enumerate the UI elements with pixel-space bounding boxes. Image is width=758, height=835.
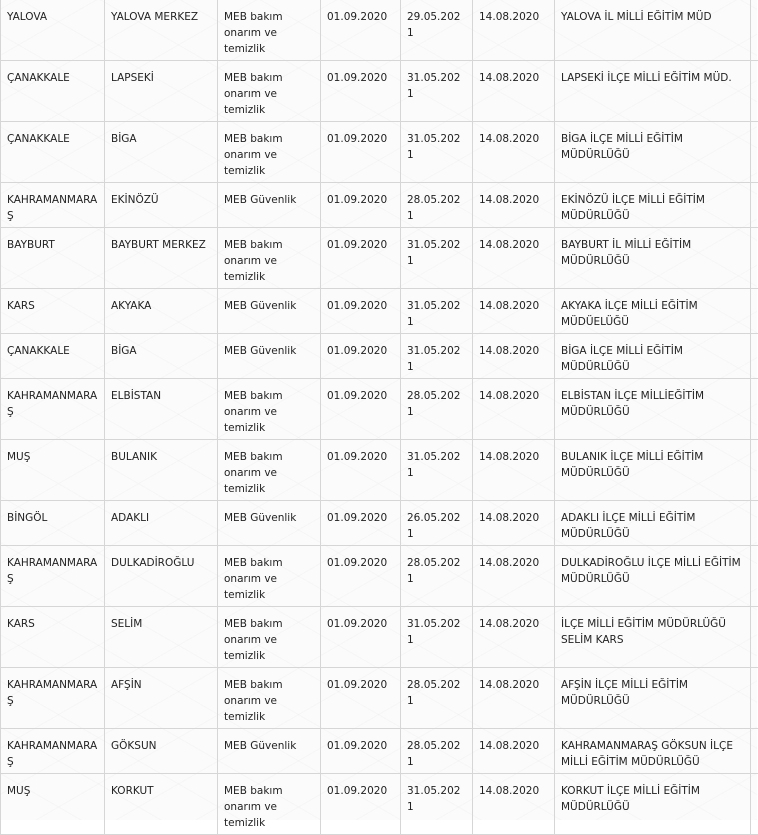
cell-baslangic: 01.09.2020: [321, 607, 401, 668]
cell-kurum: AKYAKA İLÇE MİLLİ EĞİTİM MÜDÜELÜĞÜ: [555, 289, 751, 334]
cell-bitis: 28.05.2021: [401, 379, 473, 440]
cell-ilce: DULKADİROĞLU: [105, 546, 218, 607]
cell-edge: [751, 228, 758, 289]
table-row: [1, 607, 758, 668]
cell-tarih: 14.08.2020: [473, 501, 555, 546]
cell-kurum: ELBİSTAN İLÇE MİLLİEĞİTİM MÜDÜRLÜĞÜ: [555, 379, 751, 440]
cell-gorev: MEB Güvenlik: [218, 183, 321, 228]
cell-edge: [751, 122, 758, 183]
cell-tarih: 14.08.2020: [473, 729, 555, 774]
cell-gorev: MEB bakım onarım ve temizlik: [218, 61, 321, 122]
cell-tarih: 14.08.2020: [473, 61, 555, 122]
table-row: [1, 0, 758, 61]
cell-tarih: 14.08.2020: [473, 0, 555, 61]
cell-kurum: ADAKLI İLÇE MİLLİ EĞİTİM MÜDÜRLÜĞÜ: [555, 501, 751, 546]
cell-baslangic: 01.09.2020: [321, 668, 401, 729]
cell-edge: [751, 183, 758, 228]
cell-bitis: 28.05.2021: [401, 668, 473, 729]
cell-ilce: GÖKSUN: [105, 729, 218, 774]
cell-kurum: YALOVA İL MİLLİ EĞİTİM MÜD: [555, 0, 751, 61]
cell-edge: [751, 729, 758, 774]
cell-ilce: SELİM: [105, 607, 218, 668]
cell-gorev: MEB Güvenlik: [218, 501, 321, 546]
cell-baslangic: 01.09.2020: [321, 61, 401, 122]
cell-bitis: 28.05.2021: [401, 729, 473, 774]
cell-gorev: MEB bakım onarım ve temizlik: [218, 440, 321, 501]
cell-gorev: MEB bakım onarım ve temizlik: [218, 774, 321, 835]
cell-ilce: BİGA: [105, 122, 218, 183]
cell-edge: [751, 774, 758, 835]
cell-tarih: 14.08.2020: [473, 334, 555, 379]
cell-gorev: MEB bakım onarım ve temizlik: [218, 0, 321, 61]
cell-tarih: 14.08.2020: [473, 379, 555, 440]
cell-il: KAHRAMANMARAŞ: [1, 183, 105, 228]
cell-ilce: YALOVA MERKEZ: [105, 0, 218, 61]
cell-gorev: MEB bakım onarım ve temizlik: [218, 122, 321, 183]
cell-edge: [751, 334, 758, 379]
cell-baslangic: 01.09.2020: [321, 0, 401, 61]
cell-baslangic: 01.09.2020: [321, 774, 401, 835]
cell-ilce: BİGA: [105, 334, 218, 379]
cell-baslangic: 01.09.2020: [321, 501, 401, 546]
table-row: [1, 668, 758, 729]
cell-kurum: LAPSEKİ İLÇE MİLLİ EĞİTİM MÜD.: [555, 61, 751, 122]
cell-ilce: KORKUT: [105, 774, 218, 835]
cell-il: MUŞ: [1, 440, 105, 501]
table-row: [1, 501, 758, 546]
cell-tarih: 14.08.2020: [473, 183, 555, 228]
cell-il: BAYBURT: [1, 228, 105, 289]
cell-tarih: 14.08.2020: [473, 289, 555, 334]
cell-bitis: 28.05.2021: [401, 183, 473, 228]
cell-bitis: 31.05.2021: [401, 607, 473, 668]
table-row: [1, 228, 758, 289]
cell-bitis: 31.05.2021: [401, 122, 473, 183]
cell-kurum: BAYBURT İL MİLLİ EĞİTİM MÜDÜRLÜĞÜ: [555, 228, 751, 289]
cell-il: MUŞ: [1, 774, 105, 835]
cell-tarih: 14.08.2020: [473, 228, 555, 289]
cell-edge: [751, 61, 758, 122]
cell-kurum: AFŞİN İLÇE MİLLİ EĞİTİM MÜDÜRLÜĞÜ: [555, 668, 751, 729]
cell-baslangic: 01.09.2020: [321, 183, 401, 228]
cell-baslangic: 01.09.2020: [321, 440, 401, 501]
cell-kurum: KORKUT İLÇE MİLLİ EĞİTİM MÜDÜRLÜĞÜ: [555, 774, 751, 835]
cell-tarih: 14.08.2020: [473, 122, 555, 183]
cell-baslangic: 01.09.2020: [321, 289, 401, 334]
cell-tarih: 14.08.2020: [473, 546, 555, 607]
cell-edge: [751, 379, 758, 440]
table-row: [1, 122, 758, 183]
table-row: [1, 334, 758, 379]
cell-edge: [751, 289, 758, 334]
table-body: [1, 0, 758, 835]
cell-edge: [751, 607, 758, 668]
cell-ilce: EKİNÖZÜ: [105, 183, 218, 228]
cell-kurum: BİGA İLÇE MİLLİ EĞİTİM MÜDÜRLÜĞÜ: [555, 122, 751, 183]
cell-bitis: 28.05.2021: [401, 546, 473, 607]
cell-gorev: MEB bakım onarım ve temizlik: [218, 379, 321, 440]
table-row: [1, 774, 758, 835]
cell-gorev: MEB Güvenlik: [218, 729, 321, 774]
cell-ilce: BULANIK: [105, 440, 218, 501]
cell-il: ÇANAKKALE: [1, 122, 105, 183]
cell-baslangic: 01.09.2020: [321, 546, 401, 607]
cell-tarih: 14.08.2020: [473, 607, 555, 668]
cell-bitis: 29.05.2021: [401, 0, 473, 61]
cell-bitis: 31.05.2021: [401, 289, 473, 334]
cell-il: ÇANAKKALE: [1, 334, 105, 379]
cell-bitis: 26.05.2021: [401, 501, 473, 546]
cell-ilce: ELBİSTAN: [105, 379, 218, 440]
table-row: [1, 289, 758, 334]
cell-tarih: 14.08.2020: [473, 774, 555, 835]
cell-kurum: DULKADİROĞLU İLÇE MİLLİ EĞİTİM MÜDÜRLÜĞÜ: [555, 546, 751, 607]
cell-gorev: MEB bakım onarım ve temizlik: [218, 607, 321, 668]
cell-edge: [751, 668, 758, 729]
cell-kurum: KAHRAMANMARAŞ GÖKSUN İLÇE MİLLİ EĞİTİM MÜDÜRLÜĞÜ: [555, 729, 751, 774]
cell-bitis: 31.05.2021: [401, 228, 473, 289]
cell-il: YALOVA: [1, 0, 105, 61]
cell-il: KAHRAMANMARAŞ: [1, 729, 105, 774]
table-row: [1, 729, 758, 774]
cell-il: KAHRAMANMARAŞ: [1, 379, 105, 440]
cell-il: KARS: [1, 289, 105, 334]
cell-baslangic: 01.09.2020: [321, 228, 401, 289]
cell-gorev: MEB bakım onarım ve temizlik: [218, 546, 321, 607]
cell-gorev: MEB bakım onarım ve temizlik: [218, 228, 321, 289]
cell-kurum: BİGA İLÇE MİLLİ EĞİTİM MÜDÜRLÜĞÜ: [555, 334, 751, 379]
cell-tarih: 14.08.2020: [473, 440, 555, 501]
cell-ilce: LAPSEKİ: [105, 61, 218, 122]
cell-bitis: 31.05.2021: [401, 334, 473, 379]
cell-baslangic: 01.09.2020: [321, 122, 401, 183]
cell-ilce: AKYAKA: [105, 289, 218, 334]
cell-ilce: ADAKLI: [105, 501, 218, 546]
cell-il: KARS: [1, 607, 105, 668]
cell-ilce: BAYBURT MERKEZ: [105, 228, 218, 289]
cell-kurum: EKİNÖZÜ İLÇE MİLLİ EĞİTİM MÜDÜRLÜĞÜ: [555, 183, 751, 228]
cell-edge: [751, 0, 758, 61]
cell-bitis: 31.05.2021: [401, 774, 473, 835]
table-row: [1, 379, 758, 440]
cell-bitis: 31.05.2021: [401, 61, 473, 122]
cell-gorev: MEB bakım onarım ve temizlik: [218, 668, 321, 729]
cell-il: KAHRAMANMARAŞ: [1, 668, 105, 729]
cell-edge: [751, 440, 758, 501]
cell-il: BİNGÖL: [1, 501, 105, 546]
table-row: [1, 546, 758, 607]
cell-baslangic: 01.09.2020: [321, 379, 401, 440]
cell-gorev: MEB Güvenlik: [218, 289, 321, 334]
cell-baslangic: 01.09.2020: [321, 729, 401, 774]
cell-kurum: İLÇE MİLLİ EĞİTİM MÜDÜRLÜĞÜ SELİM KARS: [555, 607, 751, 668]
cell-tarih: 14.08.2020: [473, 668, 555, 729]
cell-bitis: 31.05.2021: [401, 440, 473, 501]
cell-gorev: MEB Güvenlik: [218, 334, 321, 379]
cell-baslangic: 01.09.2020: [321, 334, 401, 379]
cell-kurum: BULANIK İLÇE MİLLİ EĞİTİM MÜDÜRLÜĞÜ: [555, 440, 751, 501]
table-row: [1, 61, 758, 122]
cell-ilce: AFŞİN: [105, 668, 218, 729]
cell-edge: [751, 546, 758, 607]
cell-edge: [751, 501, 758, 546]
table-row: [1, 440, 758, 501]
cell-il: KAHRAMANMARAŞ: [1, 546, 105, 607]
table-row: [1, 183, 758, 228]
cell-il: ÇANAKKALE: [1, 61, 105, 122]
